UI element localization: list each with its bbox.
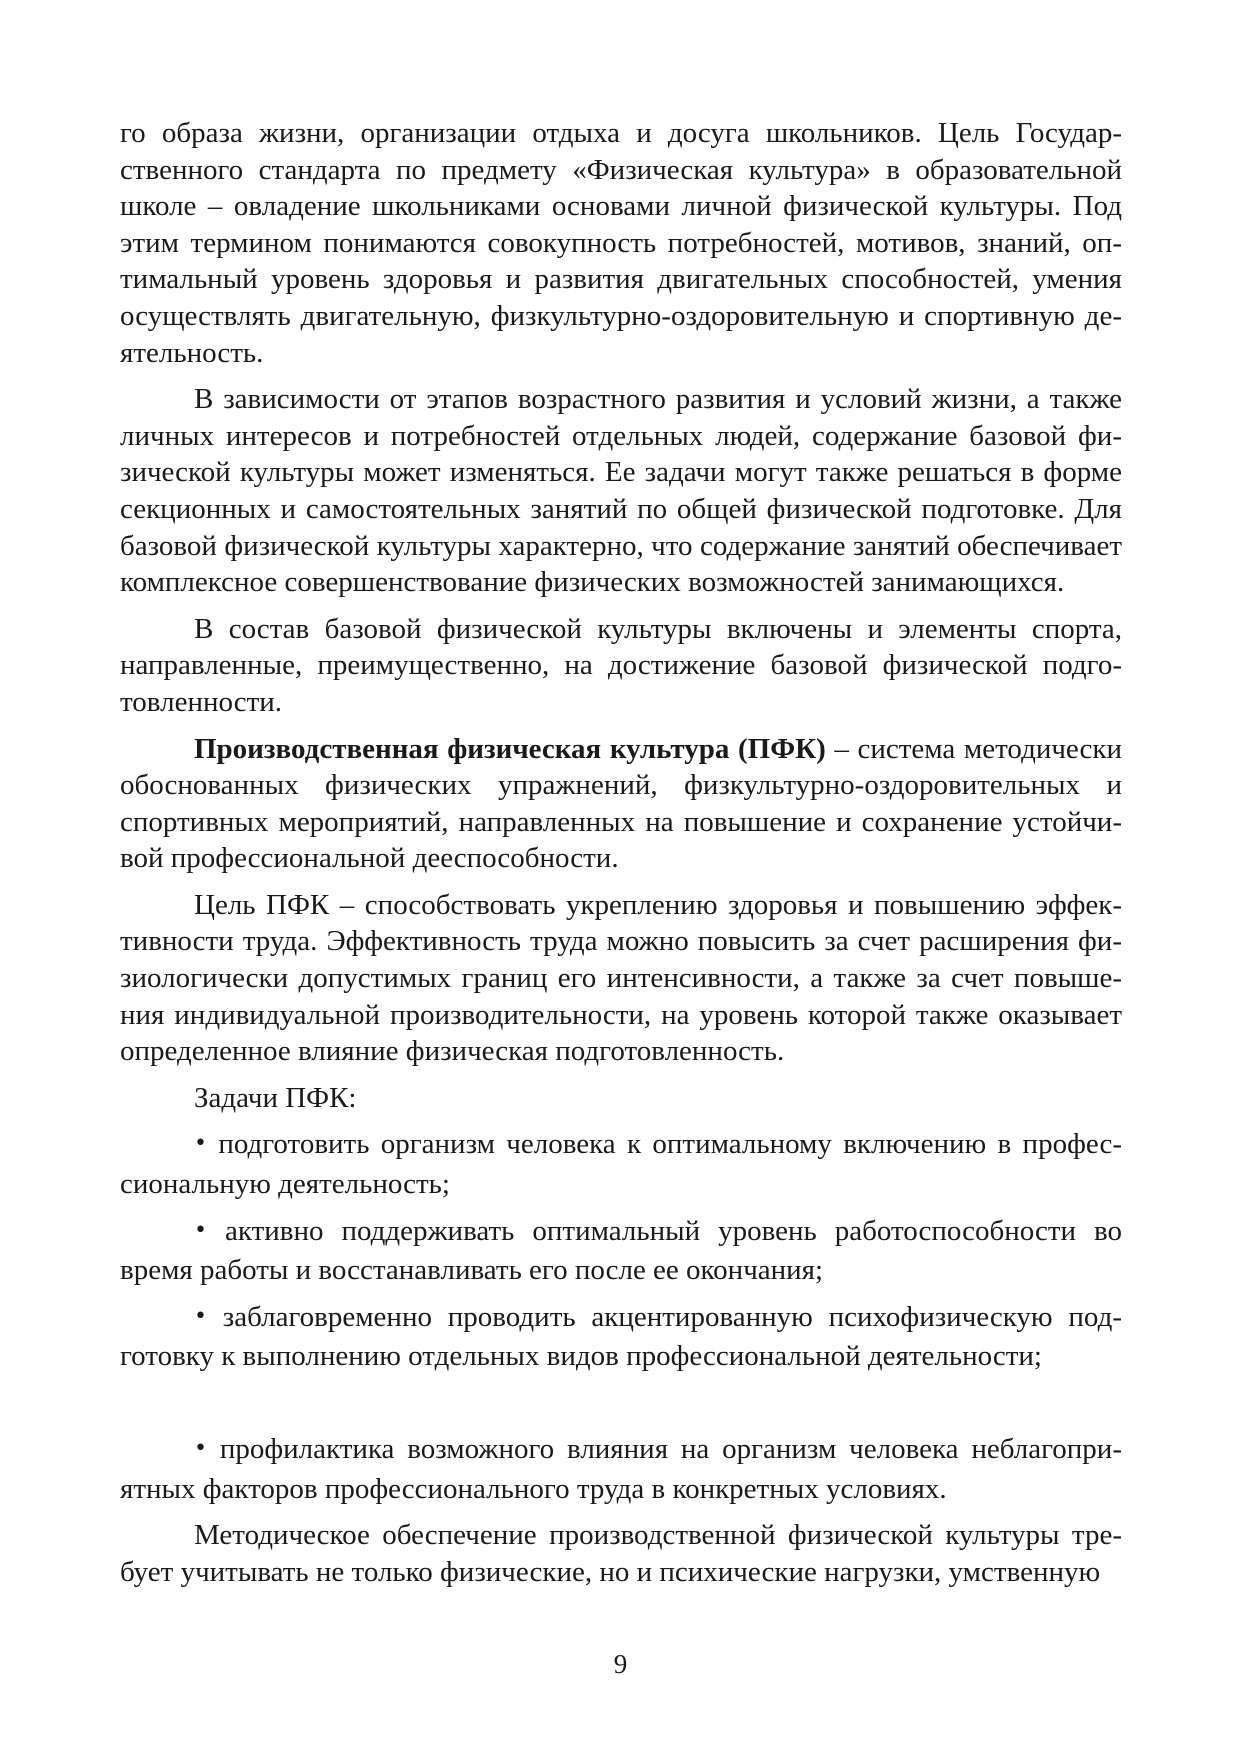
list-item-text: профилактика возможного влияния на организм человека неблагоприятных факторов профессионального труда в конкретных условиях.: [120, 1433, 1122, 1505]
list-item: [120, 1299, 1122, 1375]
paragraph-pfk-goal: Цель ПФК – способствовать укреплению здоровья и повышению эффективности труда. Эффективность труда можно повысить за счет расширения физиологически допустимых границ его интенсивности, а также за счет повышения индивидуальной производительности, на уровень которой также оказывает определенное влияние физическая подготовленность.: [120, 888, 1122, 1068]
list-item: [120, 1126, 1122, 1202]
pfk-definition-text: – система методически обоснованных физических упражнений, физкультурно-оздоровительных и спортивных мероприятий, направленных на повышение и сохранение устойчивой профессиональной дееспособности.: [120, 732, 1122, 875]
list-item: [120, 1213, 1122, 1289]
page-number: 9: [613, 1649, 628, 1679]
bullet-icon: •: [194, 1217, 207, 1243]
paragraph-pfk-definition: [120, 731, 1122, 877]
paragraph-methodical-support: Методическое обеспечение производственной физической культуры требует учитывать не только физические, но и психические нагрузки, умственную: [120, 1519, 1122, 1588]
tasks-heading: Задачи ПФК:: [194, 1081, 357, 1114]
paragraph-healthy-lifestyle-goal: го образа жизни, организации отдыха и досуга школьников. Цель Государственного стандарта по предмету «Физическая культура» в образовательной школе – овладение школьниками основами личной физической культуры. Под этим термином понимаются совокупность потребностей, мотивов, знаний, оптимальный уровень здоровья и развития двигательных способностей, умения осуществлять двигательную, физкультурно-оздоровительную и спортивную деятельность.: [120, 117, 1122, 369]
pfk-term: Производственная физическая культура (ПФК): [194, 732, 826, 765]
list-item: [120, 1431, 1122, 1507]
bullet-icon: •: [194, 1436, 207, 1461]
paragraph-sport-elements: В состав базовой физической культуры включены и элементы спорта, направленные, преимущественно, на достижение базовой физической подготовленности.: [120, 612, 1122, 718]
list-item-text: подготовить организм человека к оптимальному включению в профессиональную деятельность;: [120, 1128, 1122, 1201]
bullet-icon: •: [194, 1131, 207, 1157]
list-item-text: активно поддерживать оптимальный уровень работоспособности во время работы и восстанавливать его после ее окончания;: [120, 1214, 1123, 1287]
bullet-icon: •: [194, 1303, 207, 1329]
list-item-text: заблаговременно проводить акцентированную психофизическую подготовку к выполнению отдельных видов профессиональной деятельности;: [120, 1300, 1122, 1373]
body-text: [120, 115, 1122, 1590]
paragraph-base-culture-content: В зависимости от этапов возрастного развития и условий жизни, а также личных интересов и потребностей отдельных людей, содержание базовой физической культуры может изменяться. Ее задачи могут также решаться в форме секционных и самостоятельных занятий по общей физической подготовке. Для базовой физической культуры характерно, что содержание занятий обеспечивает комплексное совершенствование физических возможностей занимающихся.: [120, 383, 1122, 599]
